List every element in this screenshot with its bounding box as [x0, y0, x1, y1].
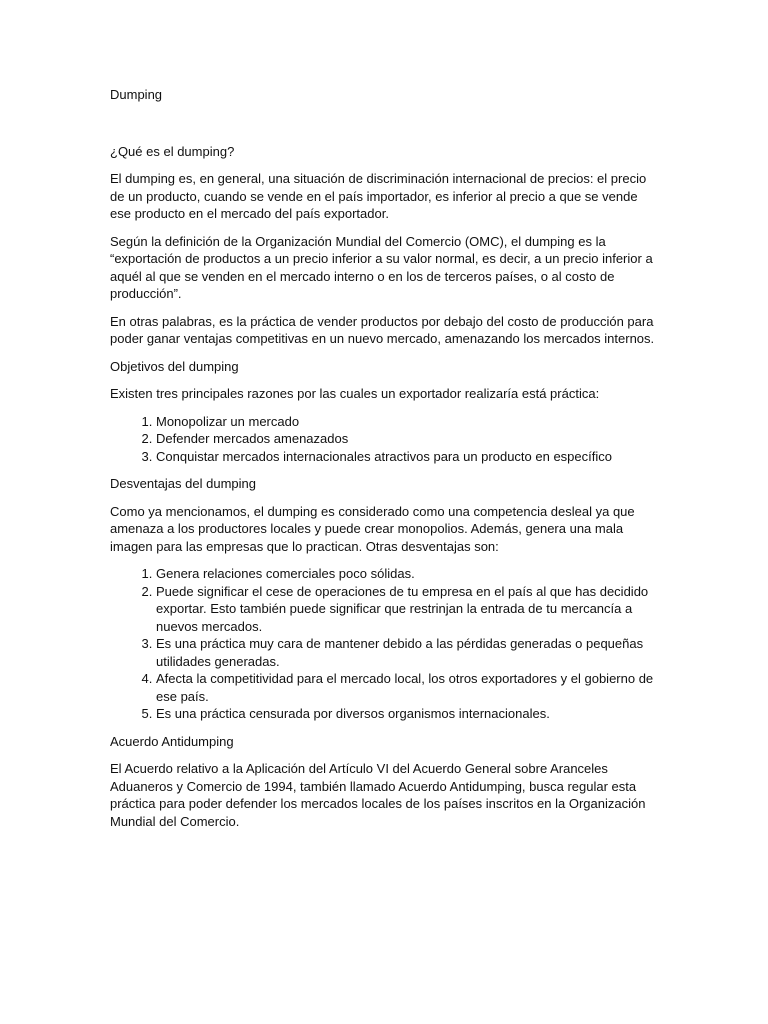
- paragraph-otras-palabras: En otras palabras, es la práctica de vender productos por debajo del costo de producción para poder ganar ventajas competitivas en un nuevo mercado, amenazando los mercados internos.: [110, 313, 655, 346]
- section-heading-que-es: ¿Qué es el dumping?: [110, 143, 235, 159]
- list-item: 2. Puede significar el cese de operaciones de tu empresa en el país al que has decidido exportar. Esto también puede significar que restrinjan la entrada de tu mercancía a nuevos mercados.: [156, 583, 662, 636]
- list-item: 1. Monopolizar un mercado: [156, 413, 662, 431]
- list-item: 1. Genera relaciones comerciales poco sólidas.: [156, 565, 662, 583]
- paragraph-omc-definition: Según la definición de la Organización Mundial del Comercio (OMC), el dumping es la “exportación de productos a un precio inferior a su valor normal, es decir, a un precio inferior a aquél al que se venden en el mercado interno o en los de terceros países, o al costo de producción”.: [110, 233, 653, 301]
- list-item: 3. Conquistar mercados internacionales atractivos para un producto en específico: [156, 448, 662, 466]
- section-heading-acuerdo: Acuerdo Antidumping: [110, 733, 234, 749]
- paragraph-desventajas-intro: Como ya mencionamos, el dumping es considerado como una competencia desleal ya que amenaza a los productores locales y puede crear monopolios. Además, genera una mala imagen para las empresas que lo practican. Otras desventajas son:: [110, 503, 635, 554]
- list-item: 5. Es una práctica censurada por diversos organismos internacionales.: [156, 705, 662, 723]
- list-item: 4. Afecta la competitividad para el mercado local, los otros exportadores y el gobierno de ese país.: [156, 670, 662, 705]
- paragraph-definition: El dumping es, en general, una situación de discriminación internacional de precios: el precio de un producto, cuando se vende en el país importador, es inferior al precio a que se vende ese producto en el mercado del país exportador.: [110, 171, 647, 221]
- section-heading-objetivos: Objetivos del dumping: [110, 358, 239, 374]
- objetivos-list: [110, 413, 662, 466]
- paragraph-objetivos-intro: Existen tres principales razones por las cuales un exportador realizaría está práctica:: [110, 386, 600, 401]
- list-item: 2. Defender mercados amenazados: [156, 430, 662, 448]
- section-heading-desventajas: Desventajas del dumping: [110, 476, 256, 491]
- list-item: 3. Es una práctica muy cara de mantener debido a las pérdidas generadas o pequeñas utilidades generadas.: [156, 635, 662, 670]
- paragraph-acuerdo: El Acuerdo relativo a la Aplicación del Artículo VI del Acuerdo General sobre Aranceles Aduaneros y Comercio de 1994, también llamado Acuerdo Antidumping, busca regular esta práctica para poder defender los mercados locales de los países inscritos en la Organización Mundial del Comercio.: [110, 761, 646, 829]
- document-title: Dumping: [110, 87, 163, 102]
- desventajas-list: [110, 565, 662, 723]
